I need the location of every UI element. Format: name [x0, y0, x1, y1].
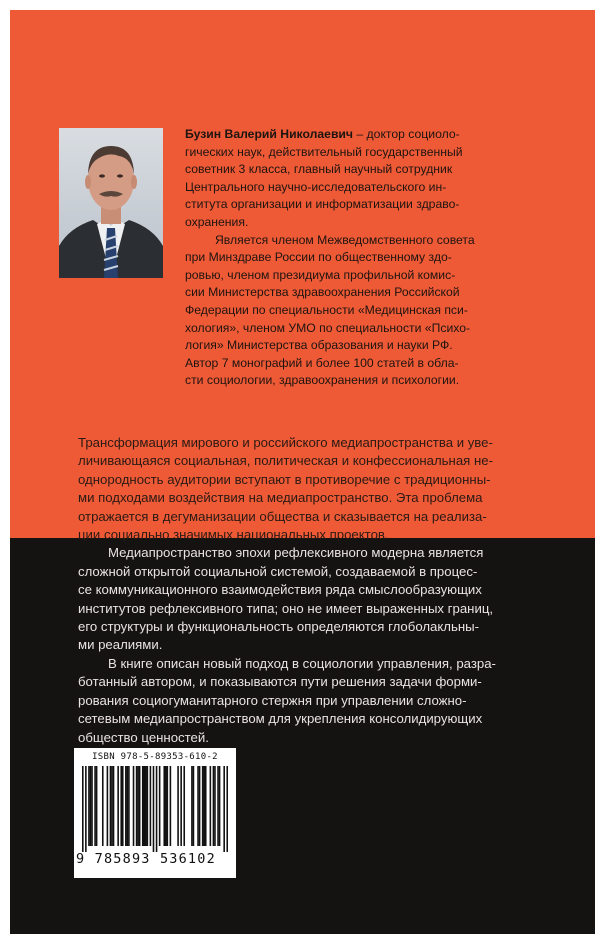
annotation-line: его структуры и функциональность определяются глоболакльны-: [78, 619, 480, 635]
author-bio-line: хология», членом УМО по специальности «Психо-: [185, 320, 471, 335]
barcode-bar: [183, 766, 185, 846]
author-bio-line: сти социологии, здравоохранения и психологии.: [185, 373, 460, 388]
barcode-bar: [159, 766, 161, 846]
barcode-bar: [128, 766, 130, 846]
author-bio-line: ровью, членом президиума профильной комис-: [185, 267, 456, 282]
barcode-bar: [143, 766, 145, 846]
author-bio-line: при Минздраве России по общественному здо-: [185, 250, 452, 265]
barcode-bar: [94, 766, 96, 846]
barcode-bar: [90, 766, 92, 846]
author-bio-line: логия» Министерства образования и науки РФ.: [185, 338, 453, 353]
annotation-line: ции социально значимых национальных проектов.: [78, 527, 389, 543]
annotation-line: однородность аудитории вступают в противоречие с традиционны-: [78, 471, 491, 487]
annotation-line: В книге описан новый подход в социологии управления, разра-: [108, 655, 496, 671]
author-bio-paragraph-1: [185, 126, 547, 232]
barcode-bar: [139, 766, 141, 846]
annotation-paragraph-1: [78, 434, 540, 544]
author-bio-line: гических наук, действительный государственный: [185, 144, 463, 159]
barcode-bar: [156, 766, 158, 852]
barcode-bar: [111, 766, 113, 846]
author-bio-line: Является членом Межведомственного совета: [215, 232, 475, 247]
barcode-bar: [226, 766, 228, 852]
author-bio-line: сии Министерства здравоохранения Российской: [185, 285, 460, 300]
annotation-line: институтов рефлексивного типа; оно не имеет выраженных границ,: [78, 600, 494, 616]
barcode-bar: [88, 766, 90, 846]
barcode-bar: [210, 766, 212, 846]
barcode-bar: [125, 766, 127, 846]
barcode-bar: [102, 766, 104, 846]
barcode-bar: [203, 766, 205, 846]
author-bio-line: Федерации по специальности «Медицинская пси-: [185, 302, 468, 317]
ean13-barcode: [82, 766, 228, 852]
barcode-bar: [217, 766, 219, 846]
barcode-bar: [199, 766, 201, 846]
barcode-bar: [85, 766, 87, 852]
annotation-line: отражается в дегуманизации общества и сказывается на реализа-: [78, 508, 487, 524]
barcode-bar: [167, 766, 169, 846]
barcode-bar: [202, 766, 204, 846]
barcode-bar: [142, 766, 144, 846]
barcode-bar: [122, 766, 124, 846]
barcode-bar: [120, 766, 122, 846]
barcode-bar: [82, 766, 84, 852]
annotation-line: рования социогуманитарного стержня при управлении сложно-: [78, 692, 467, 708]
annotation-paragraph-3: [78, 655, 540, 747]
barcode-bar: [214, 766, 216, 846]
annotation-line: общество ценностей.: [78, 729, 209, 745]
annotation-line: ми реалиями.: [78, 637, 163, 653]
barcode-bar: [219, 766, 221, 846]
barcode-bar: [193, 766, 195, 846]
author-bio-line: Автор 7 монографий и более 100 статей в обла-: [185, 355, 459, 370]
annotation-line: сложной открытой социальной системой, создаваемой в процес-: [78, 563, 478, 579]
author-bio-paragraph-2: [185, 232, 547, 390]
barcode-bar: [133, 766, 135, 846]
author-bio-line: советник 3 класса, главный научный сотрудник: [185, 162, 453, 177]
barcode-bar: [110, 766, 112, 846]
barcode-bar: [91, 766, 93, 846]
annotation-line: сетевым медиапространством для укрепления консолидирующих: [78, 711, 483, 727]
barcode-bar: [117, 766, 119, 846]
barcode-bar: [137, 766, 139, 846]
barcode-bar: [223, 766, 225, 852]
barcode-bar: [147, 766, 149, 846]
barcode-bar: [180, 766, 182, 846]
barcode-bar: [177, 766, 179, 846]
author-bio-line: охранения.: [185, 214, 249, 229]
author-bio: [185, 126, 547, 390]
annotation-paragraph-2: [78, 544, 540, 654]
barcode-bar: [107, 766, 109, 846]
barcode-bar: [170, 766, 172, 846]
barcode-bar: [191, 766, 193, 846]
barcode-bar: [165, 766, 167, 846]
annotation-line: ми подходами воздействия на медиапространство. Эта проблема: [78, 490, 483, 506]
author-name: Бузин Валерий Николаевич: [185, 127, 353, 141]
barcode-bar: [197, 766, 199, 846]
author-bio-line: Центрального научно-исследовательского ин-: [185, 179, 447, 194]
annotation-line: ботанный автором, и показываются пути решения задачи форми-: [78, 674, 482, 690]
ean-digits: 9 785893 536102: [76, 851, 216, 867]
barcode-bar: [113, 766, 115, 846]
barcode-bar: [127, 766, 129, 846]
author-bio-line: ститута организации и информатизации здраво-: [185, 197, 460, 212]
barcode-bar: [96, 766, 98, 846]
barcode-bar: [136, 766, 138, 846]
barcode-bar: [163, 766, 165, 846]
barcode-bar: [145, 766, 147, 846]
barcode-bar: [205, 766, 207, 846]
annotation-line: Медиапространство эпохи рефлексивного модерна является: [108, 545, 484, 561]
book-back-cover: [10, 10, 595, 934]
annotation-line: се коммуникационного взаимодействия ряда смыслообразующих: [78, 582, 482, 598]
author-bio-line-1-rest: – доктор социоло-: [353, 127, 460, 141]
barcode-bar: [213, 766, 215, 846]
barcode-bar: [153, 766, 155, 852]
book-annotation: [78, 434, 540, 747]
isbn-label: ISBN 978-5-89353-610-2: [92, 752, 218, 762]
annotation-line: Трансформация мирового и российского медиапространства и уве-: [78, 435, 493, 450]
author-photo: [59, 128, 163, 278]
barcode-bar: [150, 766, 152, 846]
isbn-barcode-block: [74, 748, 236, 878]
author-portrait-image: [59, 128, 163, 278]
annotation-line: личивающаяся социальная, политическая и конфессиональная не-: [78, 453, 493, 469]
